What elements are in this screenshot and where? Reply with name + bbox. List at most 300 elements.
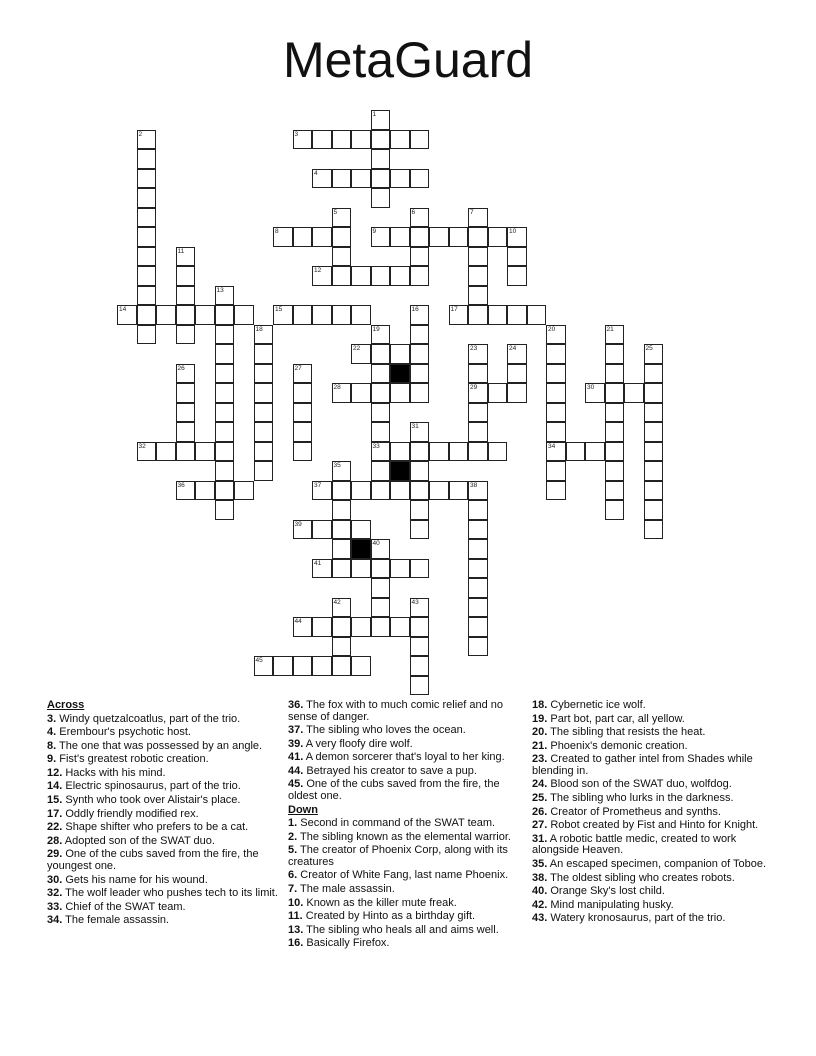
grid-cell[interactable] — [293, 520, 313, 540]
grid-cell[interactable] — [410, 344, 430, 364]
grid-cell[interactable] — [215, 286, 235, 306]
grid-cell[interactable] — [566, 442, 586, 462]
grid-cell[interactable] — [312, 305, 332, 325]
grid-cell[interactable] — [468, 481, 488, 501]
grid-cell[interactable] — [644, 461, 664, 481]
grid-cell[interactable] — [585, 442, 605, 462]
grid-cell[interactable] — [449, 305, 469, 325]
grid-cell[interactable] — [585, 383, 605, 403]
clue-number-label: 8 — [275, 228, 279, 235]
clue-number-label: 12 — [314, 267, 322, 274]
clue-number-label: 35 — [333, 462, 341, 469]
clue-text: Adopted son of the SWAT duo. — [62, 834, 215, 847]
grid-cell[interactable] — [254, 461, 274, 481]
grid-cell[interactable] — [605, 325, 625, 345]
grid-cell[interactable] — [410, 266, 430, 286]
grid-cell[interactable] — [176, 422, 196, 442]
grid-cell[interactable] — [293, 617, 313, 637]
grid-cell[interactable] — [605, 364, 625, 384]
grid-cell[interactable] — [137, 325, 157, 345]
grid-cell[interactable] — [644, 500, 664, 520]
grid-cell[interactable] — [371, 110, 391, 130]
grid-cell[interactable] — [293, 656, 313, 676]
grid-cell[interactable] — [176, 403, 196, 423]
grid-cell[interactable] — [410, 130, 430, 150]
black-cell — [390, 364, 410, 384]
grid-cell[interactable] — [605, 383, 625, 403]
grid-cell[interactable] — [332, 559, 352, 579]
clue-number-label: 25 — [645, 345, 653, 352]
grid-cell[interactable] — [176, 383, 196, 403]
grid-cell[interactable] — [176, 442, 196, 462]
grid-cell[interactable] — [293, 305, 313, 325]
grid-cell[interactable] — [137, 188, 157, 208]
grid-cell[interactable] — [312, 559, 332, 579]
grid-cell[interactable] — [371, 539, 391, 559]
clue-number: 6. — [288, 869, 298, 882]
grid-cell[interactable] — [390, 481, 410, 501]
grid-cell[interactable] — [390, 344, 410, 364]
clue-text: The male assassin. — [297, 882, 395, 895]
grid-cell[interactable] — [468, 539, 488, 559]
grid-cell[interactable] — [234, 481, 254, 501]
clue-number: 5. — [288, 844, 298, 857]
grid-cell[interactable] — [176, 266, 196, 286]
grid-cell[interactable] — [351, 130, 371, 150]
grid-cell[interactable] — [410, 247, 430, 267]
grid-cell[interactable] — [468, 305, 488, 325]
grid-cell[interactable] — [273, 227, 293, 247]
grid-cell[interactable] — [644, 442, 664, 462]
puzzle-title: MetaGuard — [282, 32, 534, 88]
grid-cell[interactable] — [215, 481, 235, 501]
grid-cell[interactable] — [312, 227, 332, 247]
grid-cell[interactable] — [468, 520, 488, 540]
grid-cell[interactable] — [410, 364, 430, 384]
grid-cell[interactable] — [293, 130, 313, 150]
grid-cell[interactable] — [215, 325, 235, 345]
grid-cell[interactable] — [468, 559, 488, 579]
grid-cell[interactable] — [254, 422, 274, 442]
grid-cell[interactable] — [332, 656, 352, 676]
grid-cell[interactable] — [254, 442, 274, 462]
grid-cell[interactable] — [390, 227, 410, 247]
down-clue — [288, 898, 528, 910]
grid-cell[interactable] — [332, 169, 352, 189]
grid-cell[interactable] — [410, 559, 430, 579]
grid-cell[interactable] — [371, 481, 391, 501]
grid-cell[interactable] — [293, 227, 313, 247]
clue-number-label: 30 — [587, 384, 595, 391]
grid-cell[interactable] — [332, 247, 352, 267]
grid-cell[interactable] — [468, 208, 488, 228]
grid-cell[interactable] — [215, 364, 235, 384]
clue-number-label: 6 — [411, 208, 416, 216]
across-clue — [47, 849, 287, 872]
grid-cell[interactable] — [312, 481, 332, 501]
grid-cell[interactable] — [410, 598, 430, 618]
grid-cell[interactable] — [468, 403, 488, 423]
grid-cell[interactable] — [410, 676, 430, 696]
grid-cell[interactable] — [215, 500, 235, 520]
grid-cell[interactable] — [215, 305, 235, 325]
grid-cell[interactable] — [273, 305, 293, 325]
grid-cell[interactable] — [410, 637, 430, 657]
down-clue — [532, 886, 772, 898]
grid-cell[interactable] — [351, 169, 371, 189]
grid-cell[interactable] — [351, 656, 371, 676]
grid-cell[interactable] — [371, 578, 391, 598]
grid-cell[interactable] — [410, 481, 430, 501]
clue-text: Erembour's psychotic host. — [56, 726, 191, 739]
grid-cell[interactable] — [605, 442, 625, 462]
grid-cell[interactable] — [215, 461, 235, 481]
grid-cell[interactable] — [312, 266, 332, 286]
grid-cell[interactable] — [546, 403, 566, 423]
grid-cell[interactable] — [332, 227, 352, 247]
clue-text: The sibling that resists the heat. — [547, 726, 706, 739]
grid-cell[interactable] — [390, 442, 410, 462]
grid-cell[interactable] — [371, 383, 391, 403]
grid-cell[interactable] — [410, 656, 430, 676]
clue-text: Phoenix's demonic creation. — [547, 739, 688, 752]
grid-cell[interactable] — [351, 383, 371, 403]
grid-cell[interactable] — [410, 617, 430, 637]
grid-cell[interactable] — [410, 305, 430, 325]
grid-cell[interactable] — [507, 305, 527, 325]
grid-cell[interactable] — [605, 461, 625, 481]
grid-cell[interactable] — [371, 344, 391, 364]
grid-cell[interactable] — [332, 637, 352, 657]
clue-number-label: 17 — [450, 306, 458, 313]
grid-cell[interactable] — [332, 208, 352, 228]
grid-cell[interactable] — [293, 383, 313, 403]
grid-cell[interactable] — [137, 130, 157, 150]
grid-cell[interactable] — [371, 364, 391, 384]
grid-cell[interactable] — [351, 305, 371, 325]
grid-cell[interactable] — [176, 481, 196, 501]
grid-cell[interactable] — [468, 247, 488, 267]
grid-cell[interactable] — [507, 383, 527, 403]
clue-number: 27. — [532, 819, 548, 832]
clue-number-label: 16 — [411, 306, 419, 313]
down-clue — [288, 884, 528, 896]
grid-cell[interactable] — [605, 403, 625, 423]
clue-text: One of the cubs saved from the fire, the oldest one. — [288, 778, 500, 802]
clue-number: 24. — [532, 778, 548, 791]
grid-cell[interactable] — [156, 305, 176, 325]
down-clue — [288, 938, 528, 950]
grid-cell[interactable] — [351, 617, 371, 637]
down-clue — [288, 911, 528, 923]
grid-cell[interactable] — [371, 442, 391, 462]
grid-cell[interactable] — [234, 305, 254, 325]
grid-cell[interactable] — [507, 344, 527, 364]
grid-cell[interactable] — [429, 442, 449, 462]
grid-cell[interactable] — [195, 481, 215, 501]
grid-cell[interactable] — [371, 461, 391, 481]
grid-cell[interactable] — [176, 247, 196, 267]
grid-cell[interactable] — [215, 383, 235, 403]
grid-cell[interactable] — [449, 227, 469, 247]
grid-cell[interactable] — [332, 500, 352, 520]
grid-cell[interactable] — [254, 403, 274, 423]
clue-number: 35. — [532, 857, 548, 870]
grid-cell[interactable] — [176, 286, 196, 306]
grid-cell[interactable] — [624, 383, 644, 403]
grid-cell[interactable] — [371, 403, 391, 423]
grid-cell[interactable] — [468, 578, 488, 598]
clue-number: 20. — [532, 726, 548, 739]
grid-cell[interactable] — [332, 266, 352, 286]
grid-cell[interactable] — [371, 188, 391, 208]
grid-cell[interactable] — [117, 305, 137, 325]
grid-cell[interactable] — [468, 617, 488, 637]
clue-number-label: 26 — [177, 364, 185, 372]
clue-number-label: 22 — [353, 345, 361, 352]
clue-number: 22. — [47, 821, 63, 834]
grid-cell[interactable] — [371, 266, 391, 286]
grid-cell[interactable] — [390, 169, 410, 189]
grid-cell[interactable] — [351, 559, 371, 579]
grid-cell[interactable] — [332, 461, 352, 481]
grid-cell[interactable] — [527, 305, 547, 325]
grid-cell[interactable] — [254, 364, 274, 384]
grid-cell[interactable] — [507, 227, 527, 247]
grid-cell[interactable] — [293, 442, 313, 462]
grid-cell[interactable] — [644, 344, 664, 364]
grid-cell[interactable] — [293, 364, 313, 384]
grid-cell[interactable] — [507, 266, 527, 286]
down-clue — [532, 820, 772, 832]
grid-cell[interactable] — [137, 442, 157, 462]
clue-number-label: 36 — [177, 481, 185, 489]
grid-cell[interactable] — [351, 520, 371, 540]
grid-cell[interactable] — [176, 305, 196, 325]
clue-number: 31. — [532, 832, 548, 845]
black-cell — [390, 461, 410, 481]
grid-cell[interactable] — [254, 656, 274, 676]
grid-cell[interactable] — [351, 344, 371, 364]
clue-text: The oldest sibling who creates robots. — [547, 871, 735, 884]
grid-cell[interactable] — [332, 383, 352, 403]
grid-cell[interactable] — [468, 266, 488, 286]
grid-cell[interactable] — [546, 383, 566, 403]
grid-cell[interactable] — [351, 481, 371, 501]
grid-cell[interactable] — [468, 598, 488, 618]
grid-cell[interactable] — [156, 442, 176, 462]
down-clue — [532, 873, 772, 885]
grid-cell[interactable] — [390, 559, 410, 579]
grid-cell[interactable] — [312, 656, 332, 676]
grid-cell[interactable] — [137, 208, 157, 228]
grid-cell[interactable] — [644, 403, 664, 423]
grid-cell[interactable] — [468, 637, 488, 657]
grid-cell[interactable] — [137, 247, 157, 267]
grid-cell[interactable] — [332, 598, 352, 618]
grid-cell[interactable] — [215, 442, 235, 462]
grid-cell[interactable] — [546, 481, 566, 501]
grid-cell[interactable] — [390, 383, 410, 403]
clue-text: Shape shifter who prefers to be a cat. — [62, 821, 249, 834]
grid-cell[interactable] — [176, 325, 196, 345]
grid-cell[interactable] — [644, 481, 664, 501]
grid-cell[interactable] — [176, 364, 196, 384]
clue-number: 38. — [532, 871, 548, 884]
grid-cell[interactable] — [312, 617, 332, 637]
grid-cell[interactable] — [507, 247, 527, 267]
grid-cell[interactable] — [410, 520, 430, 540]
grid-cell[interactable] — [293, 422, 313, 442]
grid-cell[interactable] — [644, 383, 664, 403]
clue-text: Created to gather intel from Shades while blending in. — [532, 753, 753, 777]
clue-number-label: 37 — [314, 481, 322, 489]
grid-cell[interactable] — [546, 325, 566, 345]
grid-cell[interactable] — [137, 286, 157, 306]
grid-cell[interactable] — [449, 481, 469, 501]
grid-cell[interactable] — [449, 442, 469, 462]
grid-cell[interactable] — [410, 442, 430, 462]
down-clue — [288, 845, 528, 868]
grid-cell[interactable] — [371, 617, 391, 637]
grid-cell[interactable] — [332, 617, 352, 637]
grid-cell[interactable] — [273, 656, 293, 676]
grid-cell[interactable] — [468, 364, 488, 384]
grid-cell[interactable] — [644, 520, 664, 540]
grid-cell[interactable] — [546, 422, 566, 442]
grid-cell[interactable] — [410, 383, 430, 403]
grid-cell[interactable] — [468, 442, 488, 462]
clue-number: 33. — [47, 900, 63, 913]
clue-number-label: 21 — [606, 325, 614, 333]
across-clue — [47, 781, 287, 793]
grid-cell[interactable] — [254, 344, 274, 364]
clue-number: 15. — [47, 794, 63, 807]
clue-number: 40. — [532, 885, 548, 898]
grid-cell[interactable] — [332, 539, 352, 559]
grid-cell[interactable] — [390, 617, 410, 637]
grid-cell[interactable] — [546, 442, 566, 462]
clue-text: Creator of White Fang, last name Phoenix. — [297, 869, 509, 882]
grid-cell[interactable] — [468, 383, 488, 403]
grid-cell[interactable] — [429, 227, 449, 247]
grid-cell[interactable] — [410, 208, 430, 228]
grid-cell[interactable] — [644, 422, 664, 442]
grid-cell[interactable] — [468, 227, 488, 247]
down-clue — [532, 807, 772, 819]
clue-number-label: 38 — [470, 481, 478, 489]
grid-cell[interactable] — [371, 130, 391, 150]
clue-text: One of the cubs saved from the fire, the youngest one. — [47, 848, 259, 872]
grid-cell[interactable] — [605, 344, 625, 364]
grid-cell[interactable] — [371, 325, 391, 345]
clue-number: 36. — [288, 699, 304, 711]
grid-cell[interactable] — [254, 325, 274, 345]
grid-cell[interactable] — [215, 344, 235, 364]
grid-cell[interactable] — [410, 500, 430, 520]
clue-text: The sibling known as the elemental warrior. — [297, 830, 511, 843]
across-clue — [47, 915, 287, 927]
grid-cell[interactable] — [371, 169, 391, 189]
grid-cell[interactable] — [390, 130, 410, 150]
grid-cell[interactable] — [332, 305, 352, 325]
grid-cell[interactable] — [351, 266, 371, 286]
grid-cell[interactable] — [195, 305, 215, 325]
grid-cell[interactable] — [468, 422, 488, 442]
grid-cell[interactable] — [605, 481, 625, 501]
grid-cell[interactable] — [137, 169, 157, 189]
grid-cell[interactable] — [390, 266, 410, 286]
grid-cell[interactable] — [195, 442, 215, 462]
grid-cell[interactable] — [293, 403, 313, 423]
grid-cell[interactable] — [468, 286, 488, 306]
grid-cell[interactable] — [137, 266, 157, 286]
grid-cell[interactable] — [312, 520, 332, 540]
grid-cell[interactable] — [429, 481, 449, 501]
grid-cell[interactable] — [488, 227, 508, 247]
grid-cell[interactable] — [546, 461, 566, 481]
grid-cell[interactable] — [371, 559, 391, 579]
grid-cell[interactable] — [507, 364, 527, 384]
clue-number-label: 5 — [333, 208, 338, 216]
grid-cell[interactable] — [332, 520, 352, 540]
grid-cell[interactable] — [332, 481, 352, 501]
grid-cell[interactable] — [215, 422, 235, 442]
clue-number-label: 41 — [314, 559, 322, 567]
grid-cell[interactable] — [468, 344, 488, 364]
grid-cell[interactable] — [410, 422, 430, 442]
clue-number: 43. — [532, 912, 548, 925]
grid-cell[interactable] — [546, 364, 566, 384]
grid-cell[interactable] — [410, 461, 430, 481]
grid-cell[interactable] — [488, 383, 508, 403]
clue-number-label: 7 — [470, 208, 474, 216]
grid-cell[interactable] — [137, 305, 157, 325]
grid-cell[interactable] — [410, 325, 430, 345]
clue-number-label: 24 — [509, 345, 517, 352]
clue-text: The creator of Phoenix Corp, along with its creatures — [288, 844, 508, 868]
grid-cell[interactable] — [312, 130, 332, 150]
grid-cell[interactable] — [410, 169, 430, 189]
clue-number-label: 28 — [333, 384, 341, 391]
grid-cell[interactable] — [254, 383, 274, 403]
grid-cell[interactable] — [332, 130, 352, 150]
grid-cell[interactable] — [371, 227, 391, 247]
grid-cell[interactable] — [605, 500, 625, 520]
clue-text: The female assassin. — [62, 914, 170, 927]
grid-cell[interactable] — [371, 422, 391, 442]
grid-cell[interactable] — [644, 364, 664, 384]
grid-cell[interactable] — [312, 169, 332, 189]
grid-cell[interactable] — [215, 403, 235, 423]
down-clue — [532, 741, 772, 753]
grid-cell[interactable] — [371, 149, 391, 169]
grid-cell[interactable] — [488, 442, 508, 462]
grid-cell[interactable] — [605, 422, 625, 442]
grid-cell[interactable] — [546, 344, 566, 364]
across-clue — [47, 768, 287, 780]
clue-number-label: 43 — [411, 598, 419, 606]
clue-number: 44. — [288, 764, 304, 777]
grid-cell[interactable] — [468, 500, 488, 520]
grid-cell[interactable] — [137, 149, 157, 169]
clue-number-label: 14 — [119, 306, 127, 313]
clue-text: Windy quetzalcoatlus, part of the trio. — [56, 712, 241, 725]
grid-cell[interactable] — [410, 227, 430, 247]
grid-cell[interactable] — [137, 227, 157, 247]
grid-cell[interactable] — [488, 305, 508, 325]
grid-cell[interactable] — [371, 598, 391, 618]
